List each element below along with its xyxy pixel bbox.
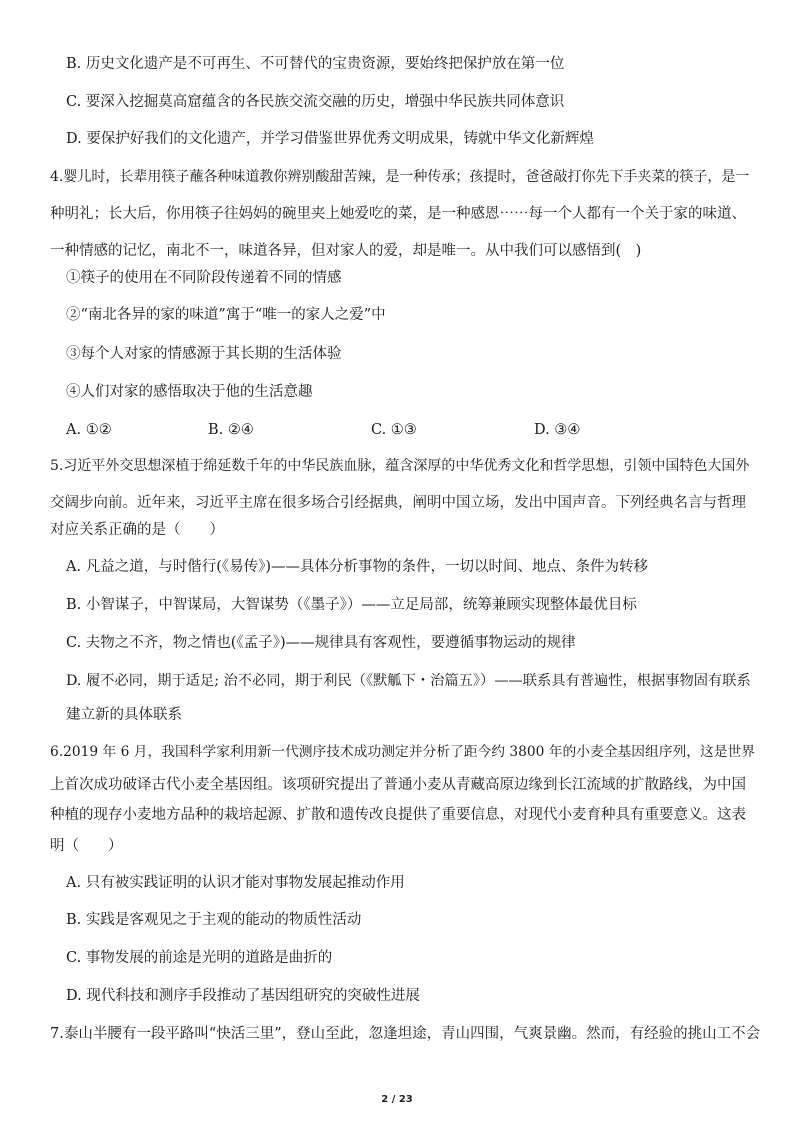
q5-option-a: A. 凡益之道，与时偕行(《易传》)——具体分析事物的条件，一切以时间、地点、条件为转移: [66, 559, 649, 575]
q4-choice-c: C. ①③: [371, 422, 417, 438]
q6-stem-line-1: 6.2019 年 6 月，我国科学家利用新一代测序技术成功测定并分析了距今约 3800 年的小麦全基因组序列，这是世界: [50, 744, 755, 760]
q4-stem-line-3: 一种情感的记忆，南北不一，味道各异，但对家人的爱，却是唯一。从中我们可以感悟到( ): [50, 243, 642, 259]
q6-stem-line-3: 种植的现存小麦地方品种的栽培起源、扩散和遗传改良提供了重要信息，对现代小麦育种具有重要意义。这表: [50, 807, 746, 823]
q4-choice-b: B. ②④: [208, 422, 254, 438]
q4-stem-line-2: 种明礼；长大后，你用筷子往妈妈的碗里夹上她爱吃的菜，是一种感恩⋯⋯每一个人都有一个关于家的味道、: [50, 206, 746, 222]
q6-option-c: C. 事物发展的前途是光明的道路是曲折的: [66, 950, 333, 966]
q4-statement-3: ③每个人对家的情感源于其长期的生活体验: [66, 346, 342, 362]
q5-option-b: B. 小智谋子，中智谋局，大智谋势（《墨子》）——立足局部，统筹兼顾实现整体最优目标: [66, 597, 637, 613]
q4-statement-4: ④人们对家的感悟取决于他的生活意趣: [66, 384, 313, 400]
q5-option-c: C. 夫物之不齐，物之情也(《孟子》)——规律具有客观性，要遵循事物运动的规律: [66, 635, 576, 651]
q5-option-d-line-1: D. 履不必同，期于适足; 治不必同，期于利民（《默觚下・治篇五》）——联系具有普遍性，根据事物固有联系: [66, 673, 751, 689]
q6-option-b: B. 实践是客观见之于主观的能动的物质性活动: [66, 912, 362, 928]
q5-stem-line-1: 5.习近平外交思想深植于绵延数千年的中华民族血脉，蕴含深厚的中华优秀文化和哲学思想，引领中国特色大国外: [50, 458, 750, 474]
q4-choices-row: [0, 421, 794, 439]
q6-stem-line-4: 明（ ）: [50, 838, 123, 854]
q3-option-d: D. 要保护好我们的文化遗产，并学习借鉴世界优秀文明成果，铸就中华文化新辉煌: [66, 131, 594, 147]
q4-choice-a: A. ①②: [66, 422, 112, 438]
q5-stem-line-3: 对应关系正确的是（ ）: [50, 522, 224, 538]
page-number: 2 / 23: [381, 1094, 413, 1105]
q6-option-d: D. 现代科技和测序手段推动了基因组研究的突破性进展: [66, 988, 420, 1004]
q6-option-a: A. 只有被实践证明的认识才能对事物发展起推动作用: [66, 875, 405, 891]
q4-statement-1: ①筷子的使用在不同阶段传递着不同的情感: [66, 270, 342, 286]
q4-statement-2: ②“南北各异的家的味道”寓于“唯一的家人之爱”中: [66, 307, 386, 323]
q7-stem-line-1: 7.泰山半腰有一段平路叫“快活三里”，登山至此，忽逢坦途，青山四围，气爽景幽。然而，有经验的挑山工不会: [50, 1026, 761, 1042]
q5-stem-line-2: 交阔步向前。近年来，习近平主席在很多场合引经据典，阐明中国立场，发出中国声音。下列经典名言与哲理: [50, 495, 746, 511]
q3-option-b: B. 历史文化遗产是不可再生、不可替代的宝贵资源，要始终把保护放在第一位: [66, 56, 565, 72]
q4-stem-line-1: 4.婴儿时，长辈用筷子蘸各种味道教你辨别酸甜苦辣，是一种传承；孩提时，爸爸敲打你先下手夹菜的筷子，是一: [50, 169, 750, 185]
q5-option-d-line-2: 建立新的具体联系: [66, 707, 182, 723]
q3-option-c: C. 要深入挖掘莫高窟蕴含的各民族交流交融的历史，增强中华民族共同体意识: [66, 94, 565, 110]
q6-stem-line-2: 上首次成功破译古代小麦全基因组。该项研究提出了普通小麦从青藏高原边缘到长江流域的扩散路线，为中国: [50, 777, 746, 793]
q4-choice-d: D. ③④: [534, 422, 581, 438]
